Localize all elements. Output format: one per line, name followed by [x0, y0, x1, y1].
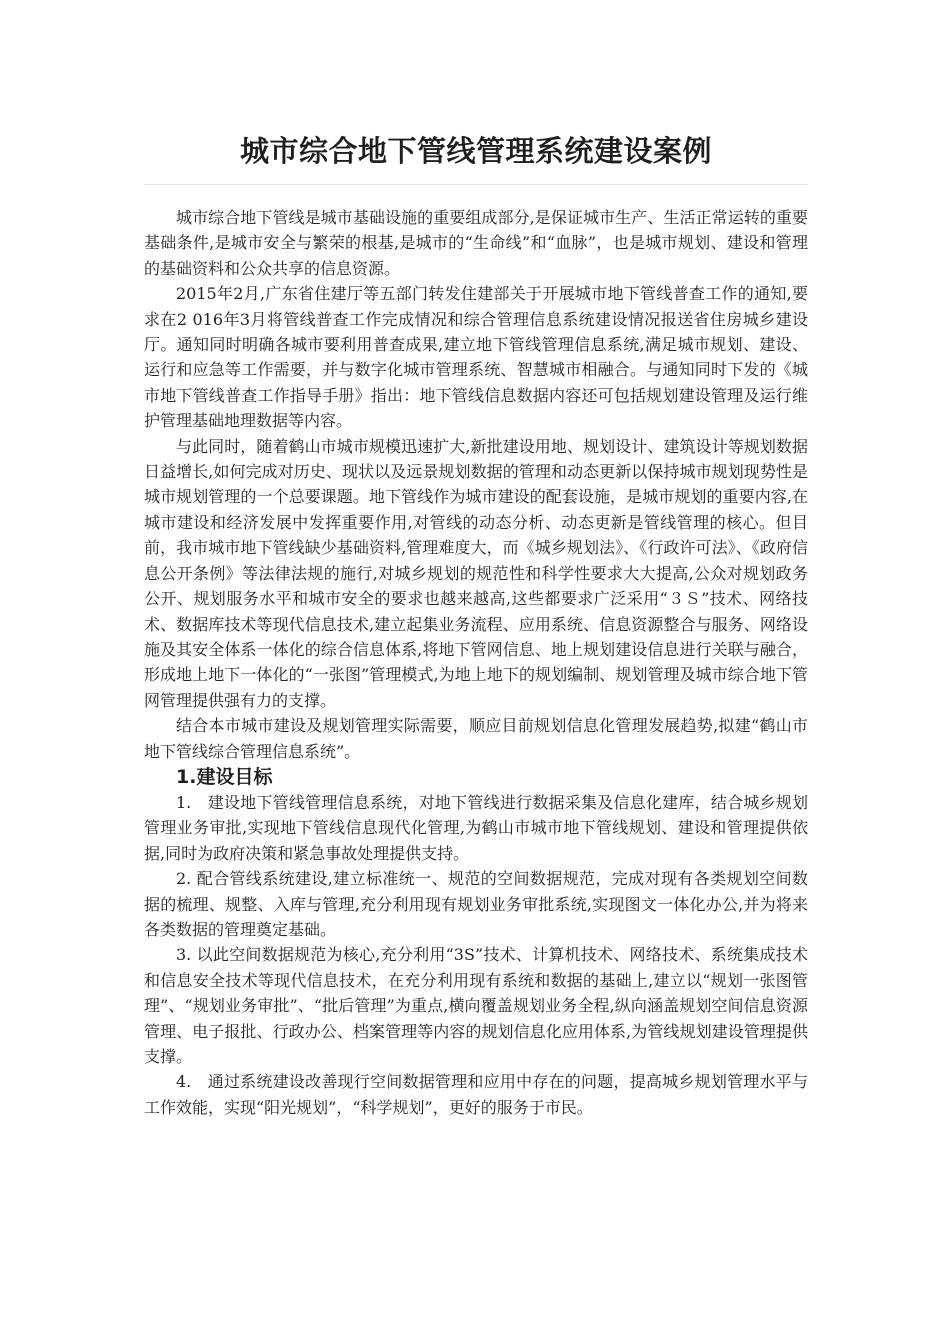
intro-paragraph: 城市综合地下管线是城市基础设施的重要组成部分,是保证城市生产、生活正常运转的重要基础条件,是城市安全与繁荣的根基,是城市的“生命线”和“血脉”，也是城市规划、建设和管理的基础资料和公众共享的信息资源。 — [144, 208, 808, 278]
proposal-paragraph: 结合本市城市建设及规划管理实际需要，顺应目前规划信息化管理发展趋势,拟建“鹤山市地下管线综合管理信息系统”。 — [144, 716, 808, 761]
goal-item-1: 1. 建设地下管线管理信息系统，对地下管线进行数据采集及信息化建库，结合城乡规划管理业务审批,实现地下管线信息现代化管理,为鹤山市城市地下管线规划、建设和管理提供依据,同时为政府决策和紧急事故处理提供支持。 — [144, 792, 808, 863]
goal-item-3: 3. 以此空间数据规范为核心,充分利用“3S”技术、计算机技术、网络技术、系统集成技术和信息安全技术等现代信息技术，在充分利用现有系统和数据的基础上,建立以“规划一张图管理”、“规划业务审批”、“批后管理”为重点,横向覆盖规划业务全程,纵向涵盖规划空间信息资源管理、电子报批、行政办公、档案管理等内容的规划信息化应用体系,为管线规划建设管理提供支撑。 — [144, 945, 808, 1066]
goal-item-4: 4. 通过系统建设改善现行空间数据管理和应用中存在的问题，提高城乡规划管理水平与工作效能，实现“阳光规划”，“科学规划”，更好的服务于市民。 — [144, 1072, 808, 1117]
background-paragraph: 与此同时，随着鹤山市城市规模迅速扩大,新批建设用地、规划设计、建筑设计等规划数据日益增长,如何完成对历史、现状以及远景规划数据的管理和动态更新以保持城市规划现势性是城市规划管理的一个总要课题。地下管线作为城市建设的配套设施，是城市规划的重要内容,在城市建设和经济发展中发挥重要作用,对管线的动态分析、动态更新是管线管理的核心。但目前，我市城市地下管线缺少基础资料,管理难度大，而《城乡规划法》、《行政许可法》、《政府信息公开条例》等法律法规的施行,对城乡规划的规范性和科学性要求大大提高,公众对规划政务公开、规划服务水平和城市安全的要求也越来越高,这些都要求广泛采用“３Ｓ”技术、网络技术、数据库技术等现代信息技术,建立起集业务流程、应用系统、信息资源整合与服务、网络设施及其安全体系一体化的综合信息体系,将地下管网信息、地上规划建设信息进行关联与融合，形成地上地下一体化的“一张图”管理模式,为地上地下的规划编制、规划管理及城市综合地下管网管理提供强有力的支撑。 — [144, 436, 808, 710]
document-page — [144, 128, 808, 1120]
title-divider — [144, 184, 808, 185]
section-heading-goals: 1.建设目标 — [176, 765, 273, 788]
goal-item-2: 2. 配合管线系统建设,建立标准统一、规范的空间数据规范，完成对现有各类规划空间数据的梳理、规整、入库与管理,充分利用现有规划业务审批系统,实现图文一体化办公,并为将来各类数据的管理奠定基础。 — [144, 869, 808, 939]
document-title: 城市综合地下管线管理系统建设案例 — [239, 134, 712, 168]
notice-paragraph: 2015年2月,广东省住建厅等五部门转发住建部关于开展城市地下管线普查工作的通知,要求在2 016年3月将管线普查工作完成情况和综合管理信息系统建设情况报送省住房城乡建设厅。通知同时明确各城市要利用普查成果,建立地下管线管理信息系统,满足城市规划、建设、运行和应急等工作需要，并与数字化城市管理系统、智慧城市相融合。与通知同时下发的《城市地下管线普查工作指导手册》指出：地下管线信息数据内容还可包括规划建设管理及运行维护管理基础地理数据等内容。 — [144, 284, 808, 431]
